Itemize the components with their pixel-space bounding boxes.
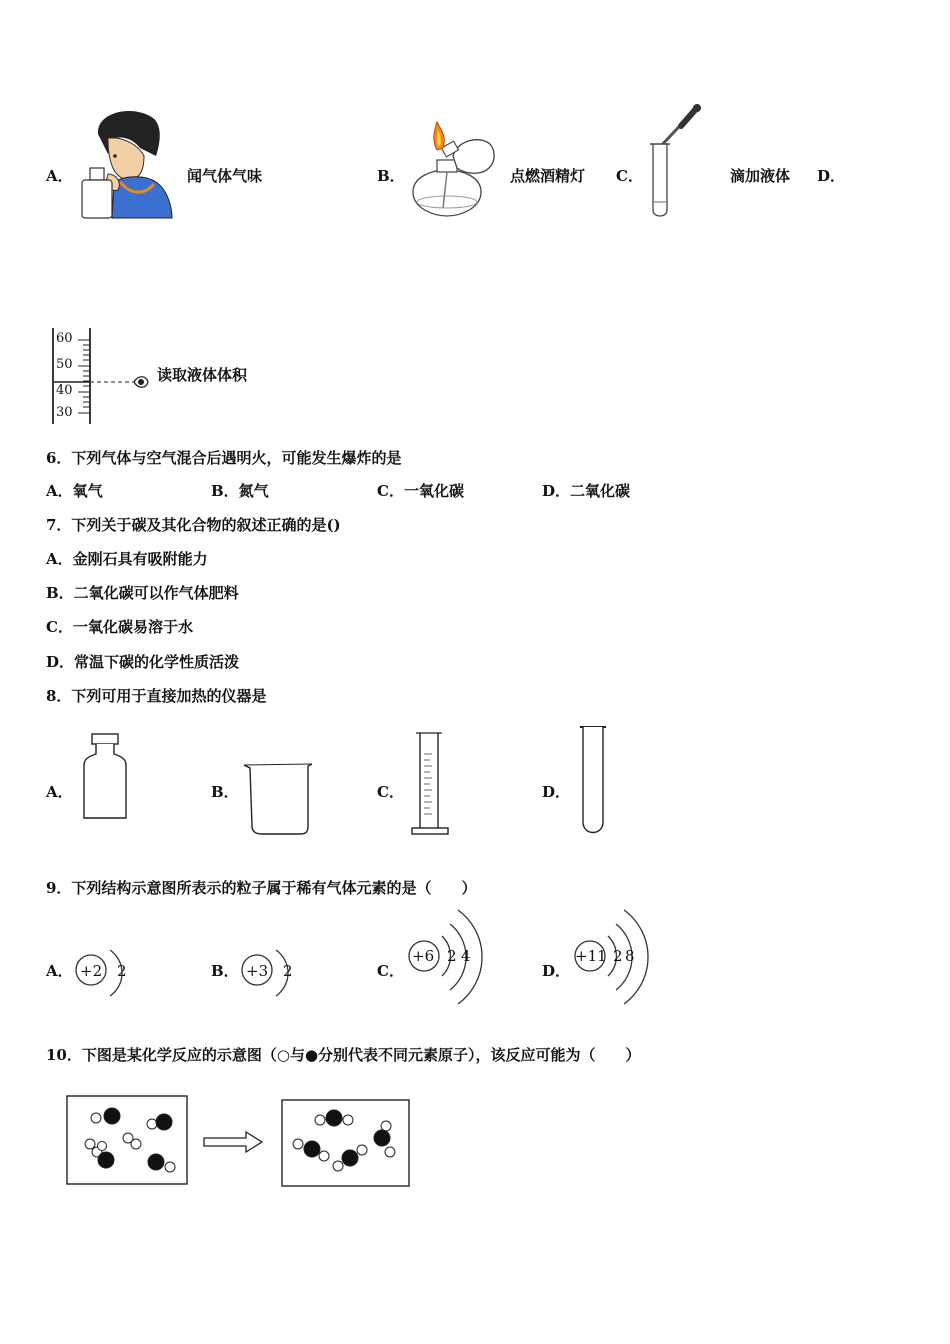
q5-option-b-caption: 点燃酒精灯 — [510, 167, 586, 185]
q6-option-c: C．一氧化碳 — [377, 482, 464, 500]
q9-option-c-letter: C． — [377, 962, 404, 980]
atom-c-nucleus: +6 — [412, 947, 435, 965]
reaction-arrow-icon — [204, 1132, 262, 1152]
q5-option-d-letter: D． — [817, 167, 846, 185]
q6-option-d: D．二氧化碳 — [542, 482, 631, 500]
q9-option-a-letter: A． — [46, 962, 73, 980]
q6-option-b: B．氮气 — [211, 482, 269, 500]
atom-c-shell-2: 4 — [461, 947, 471, 965]
q7-stem: 7．下列关于碳及其化合物的叙述正确的是() — [46, 516, 341, 534]
q7-option-c: C．一氧化碳易溶于水 — [46, 618, 193, 636]
q5-option-d-caption: 读取液体体积 — [157, 366, 248, 384]
dropper-test-tube-illustration — [645, 104, 707, 222]
q9-option-d-letter: D． — [542, 962, 571, 980]
q5-option-a-letter: A． — [46, 167, 73, 185]
q7-option-d: D．常温下碳的化学性质活泼 — [46, 653, 240, 671]
q5-option-b-letter: B． — [377, 167, 405, 185]
cylinder-tick-30: 30 — [56, 405, 73, 420]
atom-d-shell-2: 8 — [625, 947, 635, 965]
cylinder-tick-60: 60 — [56, 331, 73, 346]
q8-option-a-letter: A． — [46, 783, 73, 801]
smell-gas-illustration — [78, 104, 178, 220]
q7-option-a: A．金刚石具有吸附能力 — [46, 550, 208, 568]
cylinder-tick-50: 50 — [56, 357, 73, 372]
q6-option-a: A．氧气 — [46, 482, 103, 500]
q5-option-a-caption: 闻气体气味 — [187, 167, 263, 185]
measuring-cylinder-icon — [410, 730, 450, 838]
atom-d-shell-1: 2 — [613, 947, 623, 965]
beaker-icon — [242, 762, 314, 836]
q8-stem: 8．下列可用于直接加热的仪器是 — [46, 687, 267, 705]
q5-option-c-letter: C． — [616, 167, 643, 185]
q8-option-d-letter: D． — [542, 783, 571, 801]
q9-stem: 9．下列结构示意图所表示的粒子属于稀有气体元素的是（ ） — [46, 879, 477, 897]
atom-a-nucleus: +2 — [80, 962, 103, 980]
alcohol-lamp-illustration — [403, 116, 503, 222]
q5-option-c-caption: 滴加液体 — [730, 167, 791, 185]
test-tube-icon — [578, 724, 608, 836]
atom-c-shell-1: 2 — [447, 947, 457, 965]
atom-a-shell-1: 2 — [117, 962, 127, 980]
atom-d-nucleus: +11 — [575, 947, 607, 965]
q10-stem: 10．下图是某化学反应的示意图（○与●分别代表不同元素原子），该反应可能为（ ） — [46, 1046, 641, 1064]
q9-option-b-letter: B． — [211, 962, 239, 980]
q8-option-c-letter: C． — [377, 783, 404, 801]
atom-b-shell-1: 2 — [283, 962, 293, 980]
cylinder-tick-40: 40 — [56, 383, 73, 398]
atom-b-nucleus: +3 — [246, 962, 269, 980]
q7-option-b: B．二氧化碳可以作气体肥料 — [46, 584, 239, 602]
reaction-diagram — [66, 1094, 412, 1190]
reagent-bottle-icon — [80, 732, 130, 820]
q6-stem: 6．下列气体与空气混合后遇明火，可能发生爆炸的是 — [46, 449, 402, 467]
q8-option-b-letter: B． — [211, 783, 239, 801]
